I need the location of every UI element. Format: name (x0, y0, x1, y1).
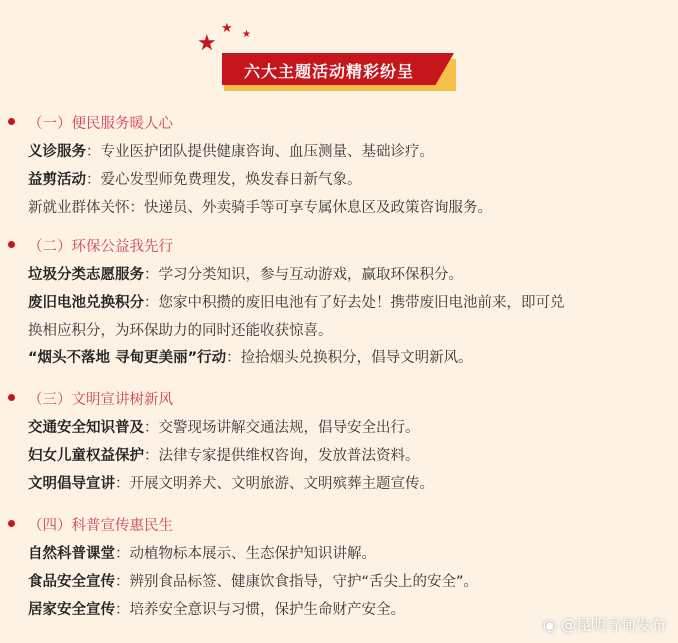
star-icon: ★ (242, 29, 251, 40)
list-item (28, 196, 492, 217)
list-item (28, 140, 434, 161)
item-label: 自然科普课堂 (28, 546, 115, 562)
item-text: ：爱心发型师免费理发，焕发春日新气象。 (86, 171, 362, 188)
weibo-icon: ◉ (543, 616, 561, 634)
bullet-icon (8, 241, 15, 248)
bullet-icon (8, 520, 15, 527)
item-label: 妇女儿童权益保护 (28, 447, 144, 464)
item-label: 居家安全宣传 (28, 601, 115, 618)
list-item (28, 291, 565, 312)
section-heading: （三）文明宣讲树新风 (28, 392, 173, 408)
item-label: 文明倡导宣讲 (28, 475, 115, 492)
item-label: 交通安全知识普及 (28, 420, 144, 436)
list-item (28, 444, 420, 465)
item-text: ：动植物标本展示、生态保护知识讲解。 (115, 546, 376, 562)
item-text: ：开展文明养犬、文明旅游、文明殡葬主题宣传。 (115, 475, 434, 492)
item-label: 义诊服务 (28, 144, 86, 160)
list-item (28, 570, 478, 591)
list-item (28, 598, 405, 619)
item-text: 换相应积分，为环保助力的同时还能收获惊喜。 (28, 322, 333, 339)
banner-title: 六大主题活动精彩纷呈 (243, 62, 414, 81)
list-item (28, 263, 463, 284)
item-text: ：学习分类知识，参与互动游戏，赢取环保积分。 (144, 267, 463, 283)
section-heading: （一）便民服务暖人心 (28, 116, 173, 132)
list-item (28, 319, 333, 340)
item-text: ：您家中积攒的废旧电池有了好去处！携带废旧电池前来，即可兑 (144, 294, 565, 311)
item-label: “烟头不落地 寻甸更美丽”行动 (28, 350, 227, 367)
item-text: 新就业群体关怀：快递员、外卖骑手等可享专属休息区及政策咨询服务。 (28, 199, 492, 216)
item-label: 垃圾分类志愿服务 (28, 267, 144, 283)
bullet-icon (8, 118, 15, 125)
list-item (28, 542, 376, 563)
bullet-icon (8, 394, 15, 401)
item-label: 益剪活动 (28, 171, 86, 188)
title-banner (222, 53, 454, 87)
weibo-watermark: ◉ @昆明寻甸发布 (543, 616, 666, 634)
star-icon: ★ (221, 21, 233, 36)
list-item (28, 346, 473, 367)
item-text: ：专业医护团队提供健康咨询、血压测量、基础诊疗。 (86, 144, 434, 160)
item-text: ：交警现场讲解交通法规，倡导安全出行。 (144, 420, 420, 436)
item-text: ：培养安全意识与习惯，保护生命财产安全。 (115, 601, 405, 618)
list-item (28, 168, 362, 189)
section-heading: （二）环保公益我先行 (28, 239, 173, 255)
list-item (28, 472, 434, 493)
item-text: ：辨别食品标签、健康饮食指导，守护“舌尖上的安全”。 (115, 573, 479, 590)
list-item (28, 416, 420, 437)
section-heading: （四）科普宣传惠民生 (28, 518, 173, 534)
item-label: 食品安全宣传 (28, 573, 115, 590)
item-text: ：法律专家提供维权咨询，发放普法资料。 (144, 447, 420, 464)
item-label: 废旧电池兑换积分 (28, 294, 144, 311)
star-icon: ★ (197, 31, 217, 56)
item-text: ：捡拾烟头兑换积分，倡导文明新风。 (226, 350, 473, 367)
